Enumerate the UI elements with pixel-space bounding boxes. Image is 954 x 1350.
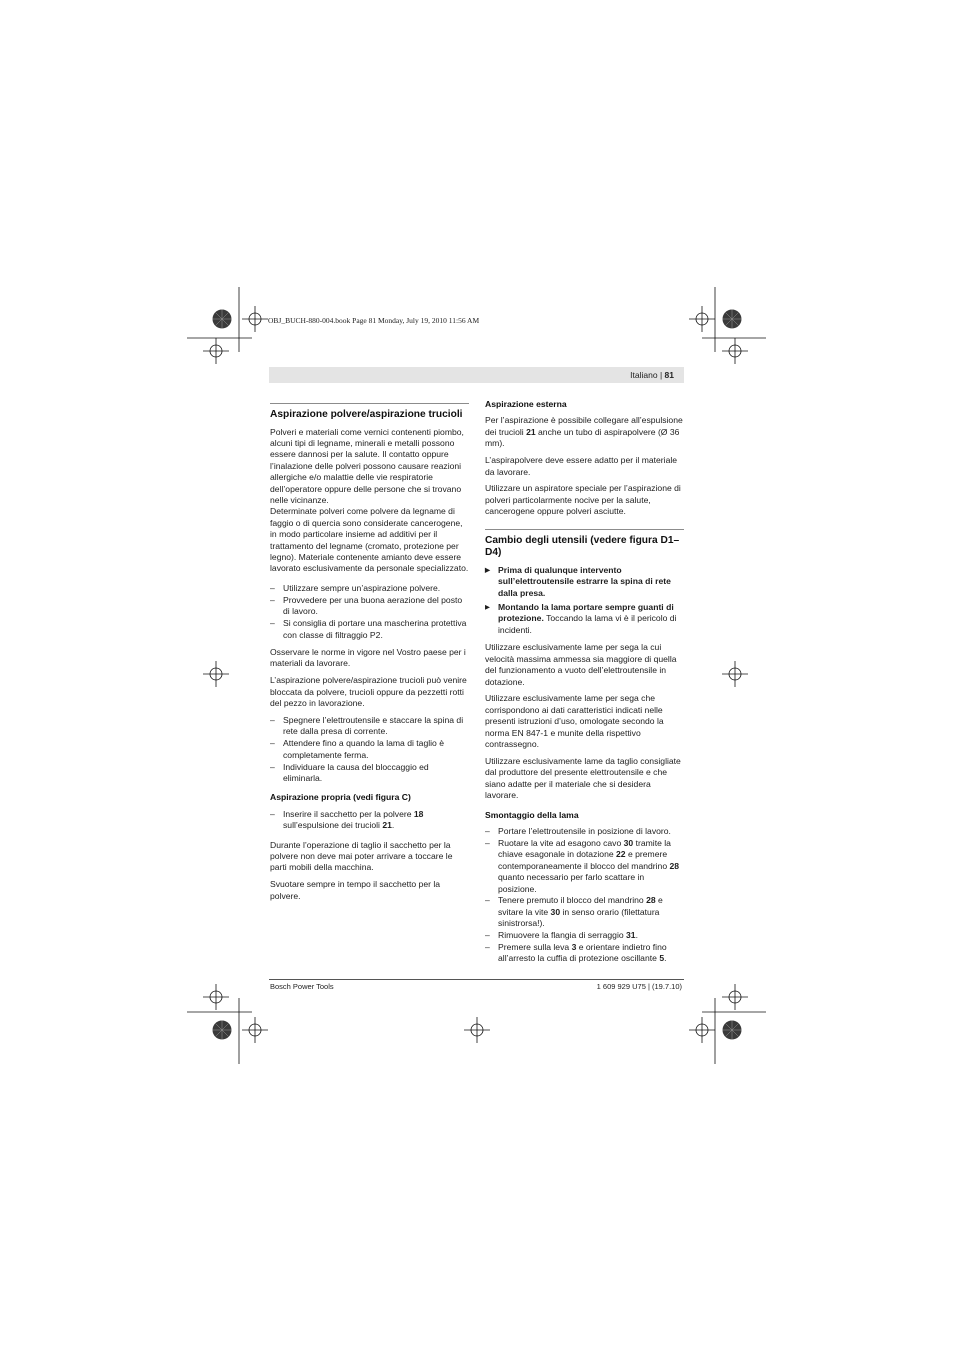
- section-heading: Cambio degli utensili (vedere figura D1–D4): [485, 534, 680, 559]
- registration-mark: [242, 306, 268, 332]
- paragraph: Utilizzare esclusivamente lame da taglio consigliate dal produttore del presente elettroutensile e che siano adatte per il materiale che si desidera lavorare.: [485, 755, 681, 801]
- list-item: – Attendere fino a quando la lama di taglio è completamente ferma.: [270, 738, 469, 761]
- subheading: Aspirazione propria (vedi figura C): [270, 792, 411, 803]
- paragraph: Utilizzare un aspiratore speciale per l’aspirazione di polveri particolarmente nocive per la salute, cancerogene oppure polveri asciutte.: [485, 483, 681, 517]
- running-header: [269, 367, 684, 383]
- registration-mark: [242, 1017, 268, 1043]
- dash-list: [270, 809, 469, 832]
- paragraph: Polveri e materiali come vernici contenenti piombo, alcuni tipi di legname, minerali e metalli possono essere dannosi per la salute. Il contatto oppure l’inalazione delle polveri possono causare reazioni allergiche e/o malattie delle vie respiratorie dell’operatore oppure delle persone che si trovano nelle vicinanze.: [270, 426, 464, 506]
- header-language: Italiano: [630, 370, 658, 380]
- list-item: – Si consiglia di portare una mascherina protettiva con classe di filtraggio P2.: [270, 618, 469, 641]
- footer-rule: [269, 979, 684, 980]
- section-rule: [270, 403, 469, 404]
- list-item: – Rimuovere la flangia di serraggio 31.: [485, 930, 684, 941]
- paragraph: Per l’aspirazione è possibile collegare all’espulsione dei trucioli 21 anche un tubo di aspirapolvere (Ø 36 mm).: [485, 415, 683, 449]
- dash-list: [485, 826, 684, 965]
- section-rule: [485, 529, 684, 530]
- section-heading: Aspirazione polvere/aspirazione trucioli: [270, 409, 463, 420]
- registration-mark: [722, 338, 748, 364]
- paragraph: Determinate polveri come polvere da legname di faggio o di quercia sono considerate cancerogene, in modo particolare insieme ad additivi per il trattamento del legname (cromato, protezione per legno). Materiale contenente amianto deve essere lavorato esclusivamente da personale specializzato.: [270, 506, 469, 574]
- paragraph: Durante l’operazione di taglio il sacchetto per la polvere non deve mai poter arrivare a toccare le parti mobili della macchina.: [270, 839, 453, 873]
- paragraph: L’aspirazione polvere/aspirazione trucioli può venire bloccata da polvere, trucioli oppure da pezzetti rotti del pezzo in lavorazione.: [270, 675, 467, 709]
- right-column: [485, 399, 684, 971]
- left-column: [270, 403, 469, 908]
- list-item: – Provvedere per una buona aerazione del posto di lavoro.: [270, 595, 469, 618]
- list-item: – Portare l’elettroutensile in posizione di lavoro.: [485, 826, 684, 837]
- color-target: [212, 1020, 232, 1040]
- footer-doc-number: 1 609 929 U75 | (19.7.10): [596, 982, 682, 991]
- list-item: – Tenere premuto il blocco del mandrino 28 e svitare la vite 30 in senso orario (filettatura sinistrorsa!).: [485, 895, 684, 929]
- color-target: [212, 309, 232, 329]
- registration-mark: [722, 661, 748, 687]
- registration-mark: [689, 1017, 715, 1043]
- warning-item: ▶ Prima di qualunque intervento sull’elettroutensile estrarre la spina di rete dalla presa.: [485, 565, 684, 599]
- color-target: [722, 1020, 742, 1040]
- registration-mark: [722, 984, 748, 1010]
- list-item: – Individuare la causa del bloccaggio ed eliminarla.: [270, 762, 469, 785]
- warning-item: ▶ Montando la lama portare sempre guanti di protezione. Toccando la lama vi è il pericolo di incidenti.: [485, 602, 684, 636]
- dash-list: [270, 715, 469, 784]
- subheading: Smontaggio della lama: [485, 809, 579, 820]
- dash-list: [270, 583, 469, 641]
- color-target: [722, 309, 742, 329]
- list-item: – Premere sulla leva 3 e orientare indietro fino all’arresto la cuffia di protezione oscillante 5.: [485, 942, 684, 965]
- registration-mark: [203, 338, 229, 364]
- paragraph: Utilizzare esclusivamente lame per sega che corrispondono ai dati caratteristici indicati nelle presenti istruzioni d’uso, omologate secondo la norma EN 847-1 e munite della rispettivo contrassegno.: [485, 693, 664, 750]
- paragraph: Svuotare sempre in tempo il sacchetto per la polvere.: [270, 879, 441, 901]
- print-slug-line: OBJ_BUCH-880-004.book Page 81 Monday, July 19, 2010 11:56 AM: [268, 316, 480, 325]
- warning-list: [485, 565, 684, 636]
- paragraph: Utilizzare esclusivamente lame per sega la cui velocità massima ammessa sia maggiore di quella del funzionamento a vuoto dell’elettroutensile in dotazione.: [485, 642, 677, 687]
- page-number: 81: [664, 370, 674, 380]
- registration-mark: [203, 984, 229, 1010]
- list-item: – Inserire il sacchetto per la polvere 18 sull’espulsione dei trucioli 21.: [270, 809, 469, 832]
- list-item: – Spegnere l’elettroutensile e staccare la spina di rete dalla presa di corrente.: [270, 715, 469, 738]
- header-label: [630, 370, 674, 380]
- paragraph: Osservare le norme in vigore nel Vostro paese per i materiali da lavorare.: [270, 646, 466, 669]
- paragraph: L’aspirapolvere deve essere adatto per il materiale da lavorare.: [485, 455, 678, 477]
- footer-publisher: Bosch Power Tools: [270, 982, 334, 991]
- list-item: – Ruotare la vite ad esagono cavo 30 tramite la chiave esagonale in dotazione 22 e premere contemporaneamente il blocco del mandrino 28 quanto necessario per farlo scattare in posizione.: [485, 838, 684, 895]
- registration-mark: [464, 1017, 490, 1043]
- subheading: Aspirazione esterna: [485, 399, 567, 409]
- header-separator: |: [659, 370, 663, 380]
- list-item: – Utilizzare sempre un’aspirazione polvere.: [270, 583, 469, 594]
- registration-mark: [689, 306, 715, 332]
- registration-mark: [203, 661, 229, 687]
